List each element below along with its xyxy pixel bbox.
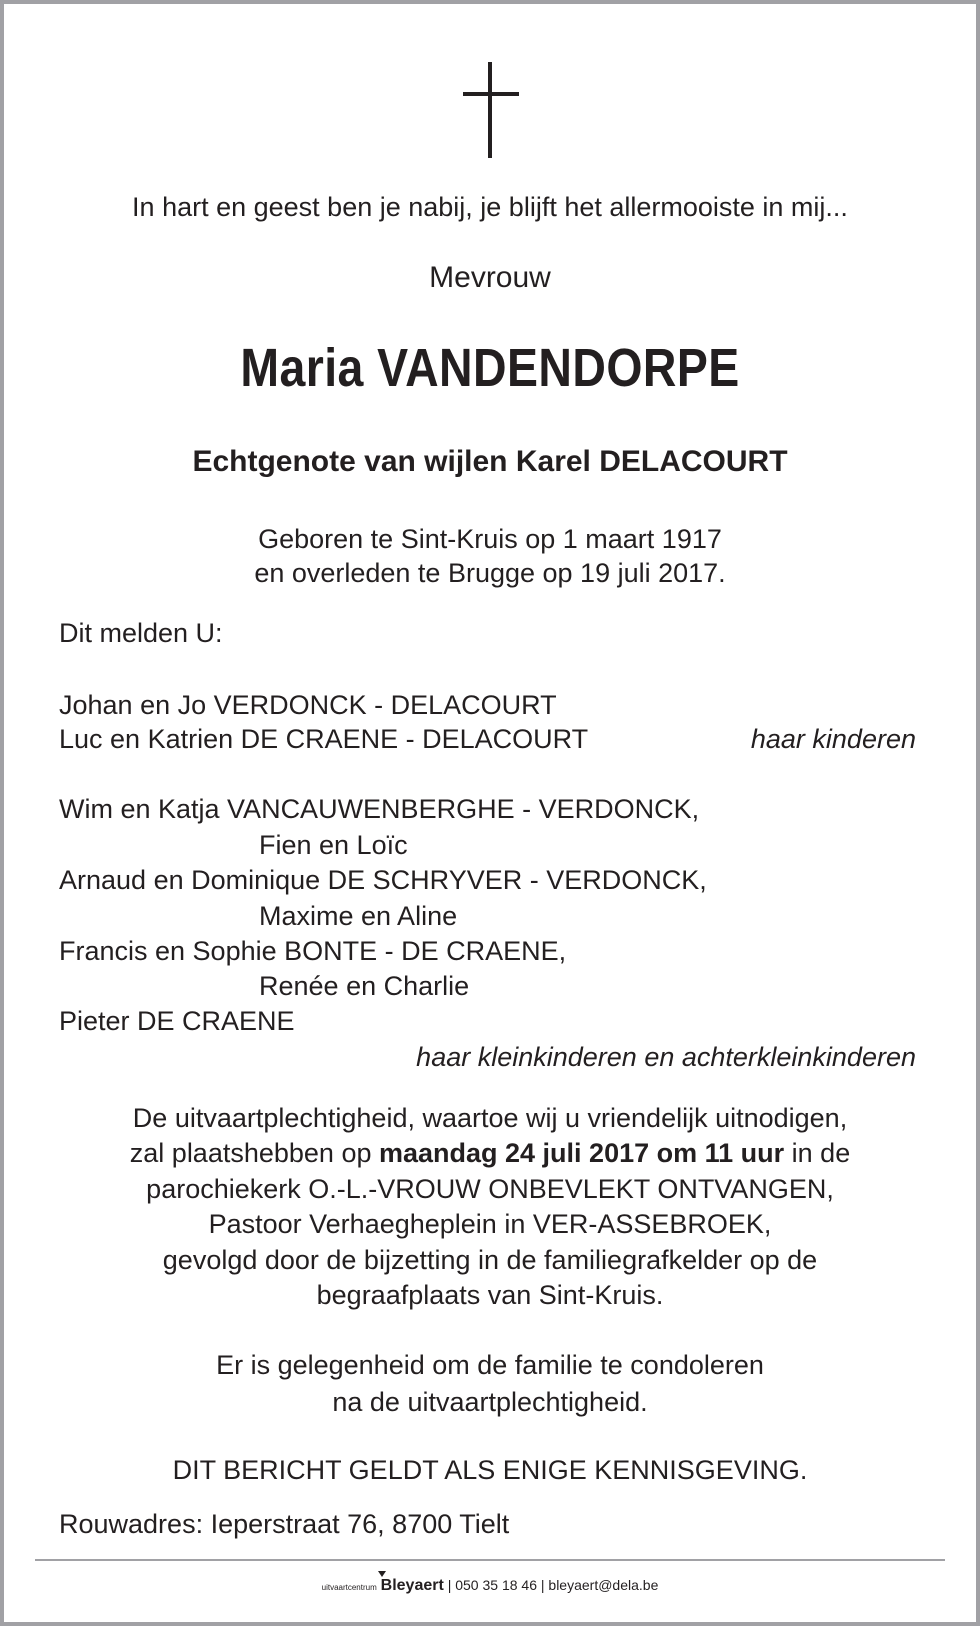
- brand-name: Bleyaert: [380, 1577, 444, 1594]
- great-grandchildren: Maxime en Aline: [259, 901, 458, 931]
- children-label: haar kinderen: [750, 724, 916, 754]
- child-line: Johan en Jo VERDONCK - DELACOURT: [59, 690, 557, 720]
- funeral-line: De uitvaartplechtigheid, waartoe wij u vriendelijk uitnodigen,: [132, 1103, 848, 1133]
- title-prefix: Mevrouw: [429, 261, 551, 294]
- cross-icon: [463, 62, 519, 158]
- funeral-line: gevolgd door de bijzetting in de familiegrafkelder op de: [162, 1245, 818, 1275]
- funeral-line: begraafplaats van Sint-Kruis.: [316, 1280, 664, 1310]
- brand-triangle-icon: [378, 1571, 386, 1577]
- announce: Dit melden U:: [59, 618, 223, 648]
- footer-phone: 050 35 18 46: [455, 1577, 537, 1593]
- great-grandchildren: Renée en Charlie: [259, 971, 470, 1001]
- deceased-name: Maria VANDENDORPE: [240, 338, 740, 398]
- death-line: en overleden te Brugge op 19 juli 2017.: [254, 558, 726, 588]
- grandchild-line: Francis en Sophie BONTE - DE CRAENE,: [59, 936, 567, 966]
- notice: DIT BERICHT GELDT ALS ENIGE KENNISGEVING.: [172, 1455, 808, 1485]
- child-line: Luc en Katrien DE CRAENE - DELACOURT: [59, 724, 589, 754]
- mourning-address: Rouwadres: Ieperstraat 76, 8700 Tielt: [59, 1509, 510, 1539]
- footer: uitvaartcentrum Bleyaert | 050 35 18 46 | bleyaert@dela.be: [0, 1575, 980, 1598]
- condolence-line: na de uitvaartplechtigheid.: [332, 1387, 648, 1417]
- quote: In hart en geest ben je nabij, je blijft het allermooiste in mij...: [132, 192, 848, 222]
- grandchild-line: Pieter DE CRAENE: [59, 1006, 295, 1036]
- funeral-line: [0, 1136, 980, 1170]
- great-grandchildren: Fien en Loïc: [259, 830, 408, 860]
- grandchildren-label: haar kleinkinderen en achterkleinkinderen: [416, 1042, 916, 1072]
- footer-prefix: uitvaartcentrum: [321, 1583, 377, 1592]
- divider: [35, 1559, 945, 1561]
- birth-line: Geboren te Sint-Kruis op 1 maart 1917: [258, 524, 722, 554]
- funeral-line: Pastoor Verhaegheplein in VER-ASSEBROEK,: [208, 1209, 772, 1239]
- funeral-date: maandag 24 juli 2017 om 11 uur: [378, 1138, 785, 1168]
- funeral-line: parochiekerk O.-L.-VROUW ONBEVLEKT ONTVANGEN,: [146, 1174, 834, 1204]
- grandchild-line: Wim en Katja VANCAUWENBERGHE - VERDONCK,: [59, 794, 700, 824]
- grandchild-line: Arnaud en Dominique DE SCHRYVER - VERDONCK,: [59, 865, 707, 895]
- funeral-text: in de: [784, 1138, 851, 1168]
- condolence-line: Er is gelegenheid om de familie te condoleren: [216, 1350, 764, 1380]
- funeral-text: zal plaatshebben op: [129, 1138, 379, 1168]
- footer-brand: [381, 1577, 444, 1594]
- spouse-line: Echtgenote van wijlen Karel DELACOURT: [192, 445, 788, 478]
- footer-email: bleyaert@dela.be: [548, 1577, 659, 1593]
